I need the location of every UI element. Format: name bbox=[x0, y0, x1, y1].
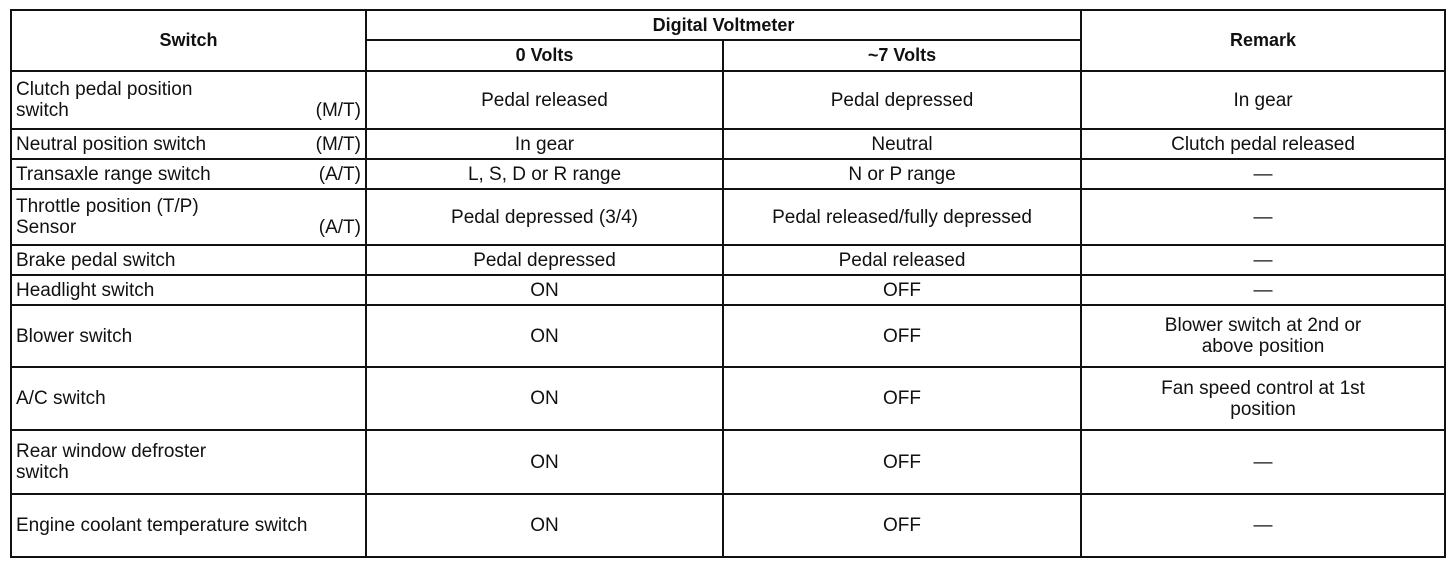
header-remark: Remark bbox=[1081, 10, 1445, 71]
seven-volts-cell: Pedal released bbox=[723, 245, 1081, 275]
transmission-type: (A/T) bbox=[318, 163, 361, 185]
remark-cell: — bbox=[1081, 159, 1445, 189]
seven-volts-cell: OFF bbox=[723, 275, 1081, 305]
transmission-type: (M/T) bbox=[315, 133, 361, 155]
seven-volts-cell: OFF bbox=[723, 367, 1081, 430]
switch-name: Transaxle range switch bbox=[16, 163, 211, 185]
transmission-type: (M/T) bbox=[315, 100, 361, 121]
zero-volts-cell: ON bbox=[366, 494, 723, 557]
zero-volts-cell: ON bbox=[366, 430, 723, 494]
zero-volts-cell: Pedal released bbox=[366, 71, 723, 129]
switch-name: Engine coolant temperature switch bbox=[16, 515, 308, 536]
remark-cell: — bbox=[1081, 494, 1445, 557]
zero-volts-cell: ON bbox=[366, 275, 723, 305]
switch-name-cell bbox=[11, 245, 366, 275]
zero-volts-cell: Pedal depressed (3/4) bbox=[366, 189, 723, 245]
switch-name: Rear window defroster switch bbox=[16, 441, 207, 483]
switch-name: Headlight switch bbox=[16, 279, 155, 301]
switch-name: Brake pedal switch bbox=[16, 249, 176, 271]
switch-name: Clutch pedal position switch bbox=[16, 79, 193, 121]
zero-volts-cell: In gear bbox=[366, 129, 723, 159]
table-row bbox=[11, 245, 1445, 275]
seven-volts-cell: Pedal released/fully depressed bbox=[723, 189, 1081, 245]
table-row bbox=[11, 129, 1445, 159]
seven-volts-cell: N or P range bbox=[723, 159, 1081, 189]
table-row bbox=[11, 189, 1445, 245]
zero-volts-cell: ON bbox=[366, 305, 723, 367]
remark-cell: Blower switch at 2nd or above position bbox=[1081, 305, 1445, 367]
header-digital-voltmeter: Digital Voltmeter bbox=[366, 10, 1081, 40]
seven-volts-cell: OFF bbox=[723, 430, 1081, 494]
seven-volts-cell: Neutral bbox=[723, 129, 1081, 159]
remark-cell: — bbox=[1081, 430, 1445, 494]
zero-volts-cell: Pedal depressed bbox=[366, 245, 723, 275]
table-row bbox=[11, 367, 1445, 430]
remark-cell: Fan speed control at 1st position bbox=[1081, 367, 1445, 430]
remark-cell: — bbox=[1081, 245, 1445, 275]
table-row bbox=[11, 71, 1445, 129]
switch-name: Blower switch bbox=[16, 325, 133, 347]
switch-name-cell bbox=[11, 159, 366, 189]
switch-name: Neutral position switch bbox=[16, 133, 207, 155]
switch-name-cell bbox=[11, 367, 366, 430]
switch-name: Throttle position (T/P) Sensor bbox=[16, 196, 199, 238]
switch-name-cell bbox=[11, 275, 366, 305]
header-seven-volts: ~7 Volts bbox=[723, 40, 1081, 71]
zero-volts-cell: ON bbox=[366, 367, 723, 430]
table-row bbox=[11, 430, 1445, 494]
header-switch: Switch bbox=[11, 10, 366, 71]
switch-name-cell bbox=[11, 430, 366, 494]
switch-name-cell bbox=[11, 494, 366, 557]
switch-name: A/C switch bbox=[16, 388, 106, 409]
seven-volts-cell: Pedal depressed bbox=[723, 71, 1081, 129]
table-row bbox=[11, 275, 1445, 305]
seven-volts-cell: OFF bbox=[723, 494, 1081, 557]
remark-cell: — bbox=[1081, 189, 1445, 245]
remark-cell: Clutch pedal released bbox=[1081, 129, 1445, 159]
remark-cell: In gear bbox=[1081, 71, 1445, 129]
switch-name-cell bbox=[11, 129, 366, 159]
switch-name-cell bbox=[11, 189, 366, 245]
remark-cell: — bbox=[1081, 275, 1445, 305]
transmission-type: (A/T) bbox=[318, 217, 361, 238]
zero-volts-cell: L, S, D or R range bbox=[366, 159, 723, 189]
seven-volts-cell: OFF bbox=[723, 305, 1081, 367]
switch-name-cell bbox=[11, 71, 366, 129]
header-zero-volts: 0 Volts bbox=[366, 40, 723, 71]
table-row bbox=[11, 159, 1445, 189]
switch-name-cell bbox=[11, 305, 366, 367]
table-row bbox=[11, 494, 1445, 557]
switch-voltage-table bbox=[10, 9, 1446, 558]
table-row bbox=[11, 305, 1445, 367]
